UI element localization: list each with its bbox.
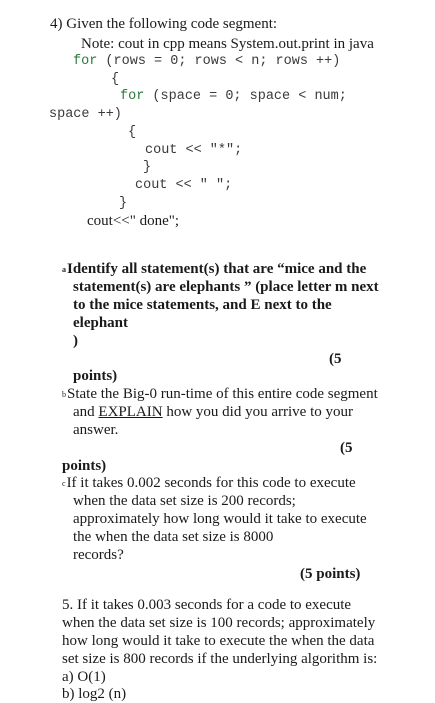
part-b-points-close: points) <box>62 458 107 474</box>
part-a-line-3: to the mice statements, and E next to the <box>73 297 332 313</box>
part-c-line-5: records? <box>73 547 124 563</box>
code-cout-star: cout << "*"; <box>145 143 243 158</box>
part-b-points-open: (5 <box>340 440 353 456</box>
part-a-text-1: Identify all statement(s) that are “mice and the <box>67 261 367 277</box>
part-c-line-2: when the data set size is 200 records; <box>73 493 296 509</box>
part-c-text-1: If it takes 0.002 seconds for this code to execute <box>66 475 356 491</box>
part-a-line-5: ) <box>73 333 78 349</box>
part-c-points: (5 points) <box>300 566 361 582</box>
code-line-inner-for <box>120 89 347 105</box>
part-c-line-3: approximately how long would it take to execute <box>73 511 367 527</box>
part-a-line-2: statement(s) are elephants ” (place letter m next <box>73 279 379 295</box>
part-b-text-2-post: how you did you arrive to your <box>162 404 353 420</box>
code-inner-for-rest: (space = 0; space < num; <box>144 89 347 104</box>
code-line-outer-for <box>73 54 340 70</box>
code-open-brace-inner: { <box>128 125 137 140</box>
part-b-text-2-pre: and <box>73 404 99 420</box>
part-c-marker: c <box>62 479 66 488</box>
question-4-heading: 4) Given the following code segment: <box>50 16 278 32</box>
code-close-brace-outer: } <box>119 196 128 211</box>
code-cout-space: cout << " "; <box>135 178 233 193</box>
code-open-brace-outer: { <box>111 72 120 87</box>
part-b-line-1 <box>62 385 378 404</box>
part-b-line-2 <box>73 403 353 421</box>
code-cout-done: cout<<" done"; <box>87 213 180 229</box>
question-5-line-1: 5. If it takes 0.003 seconds for a code to execute <box>62 597 352 613</box>
question-5-option-b: b) log2 (n) <box>62 686 127 702</box>
code-keyword-for: for <box>73 54 98 69</box>
question-5-line-3: how long would it take to execute the when the data <box>62 633 375 649</box>
part-b-text-1: State the Big-0 run-time of this entire code segment <box>67 386 378 402</box>
part-a-points-open: (5 <box>329 351 342 367</box>
part-a-line-4: elephant <box>73 315 129 331</box>
code-inner-for-continuation: space ++) <box>49 107 122 122</box>
question-5-line-4: set size is 800 records if the underlying algorithm is: <box>62 651 378 667</box>
part-a-line-1 <box>62 260 366 279</box>
code-outer-for-rest: (rows = 0; rows < n; rows ++) <box>97 54 341 69</box>
part-a-marker: a <box>62 265 66 274</box>
part-c-line-1 <box>62 474 356 493</box>
code-keyword-for-inner: for <box>120 89 145 104</box>
question-5-line-2: when the data set size is 100 records; approximately <box>62 615 376 631</box>
question-5-option-a: a) O(1) <box>62 669 106 685</box>
note-text: Note: cout in cpp means System.out.print in java <box>81 36 374 52</box>
part-a-points-close: points) <box>73 368 118 384</box>
part-b-line-3: answer. <box>73 422 119 438</box>
code-close-brace-inner: } <box>143 160 152 175</box>
part-b-explain-underlined: EXPLAIN <box>98 404 163 420</box>
part-b-marker: b <box>62 390 66 399</box>
part-c-line-4: the when the data set size is 8000 <box>73 529 274 545</box>
